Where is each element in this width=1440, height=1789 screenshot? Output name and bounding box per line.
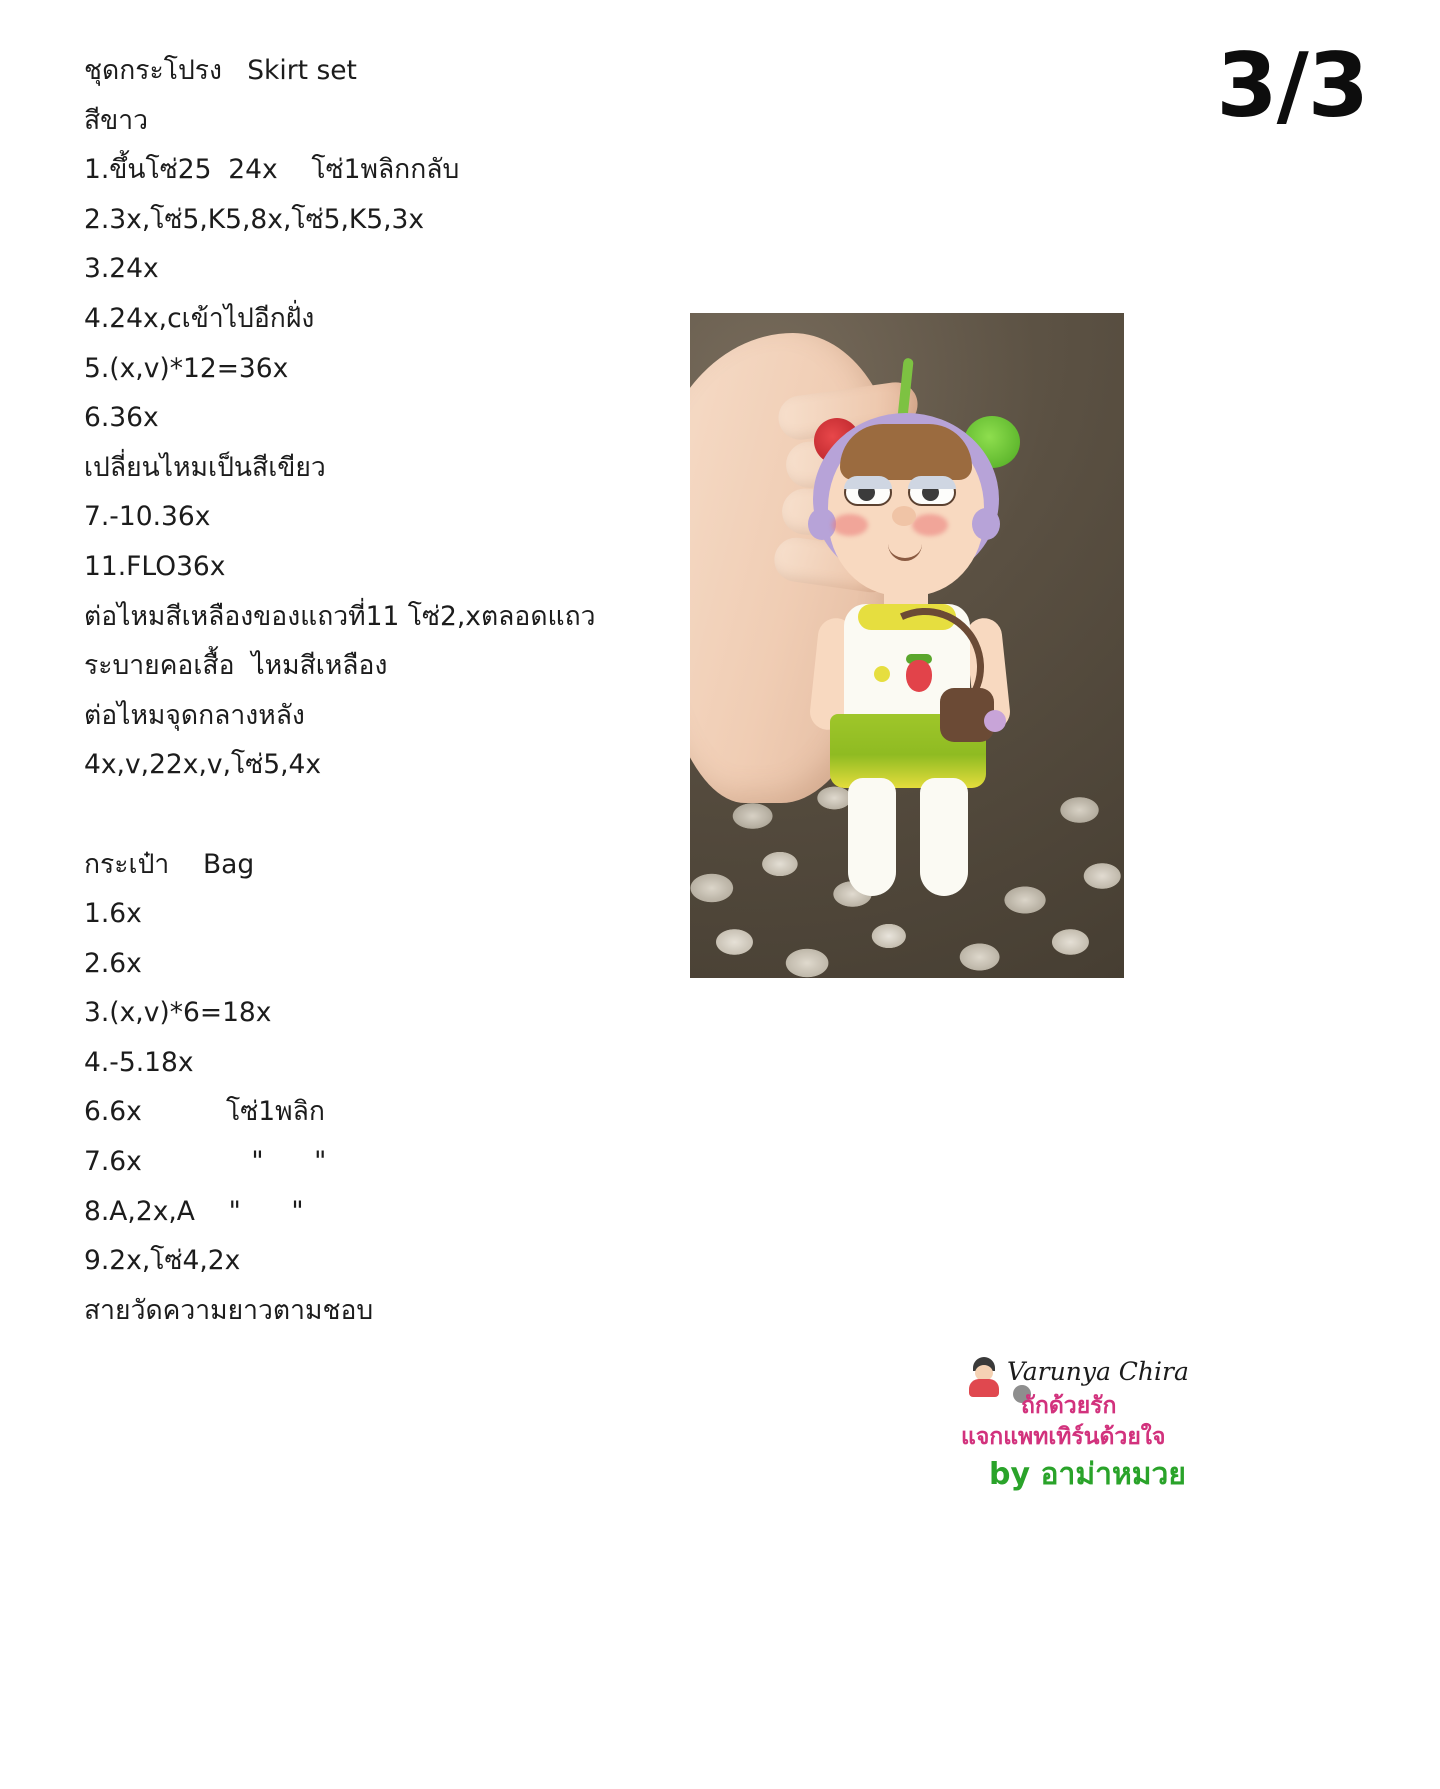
pattern-line: 2.3x,โซ่5,K5,8x,โซ่5,K5,3x xyxy=(84,203,425,235)
logo-name: Varunya Chira xyxy=(1007,1357,1189,1386)
pattern-line: 1.6x xyxy=(84,898,142,930)
pattern-line: เปลี่ยนไหมเป็นสีเขียว xyxy=(84,451,326,483)
pattern-section-heading-bag: กระเป๋า Bag xyxy=(84,848,255,880)
page-number: 3/3 xyxy=(1216,34,1368,137)
pattern-line: 4.24x,cเข้าไปอีกฝั่ง xyxy=(84,302,315,334)
logo-figure-body xyxy=(969,1379,999,1397)
pattern-line: 7.-10.36x xyxy=(84,501,211,533)
doll-leg-right xyxy=(920,778,968,896)
doll-cheek-left xyxy=(832,514,868,536)
doll-eye-right xyxy=(908,476,956,506)
pattern-line: ระบายคอเสื้อ ไหมสีเหลือง xyxy=(84,650,388,682)
pattern-line: ชุดกระโปรง Skirt set xyxy=(84,55,357,86)
doll-nose xyxy=(892,506,916,526)
doll-cheek-right xyxy=(912,514,948,536)
pattern-line: 3.(x,v)*6=18x xyxy=(84,997,272,1029)
pattern-line: 5.(x,v)*12=36x xyxy=(84,352,289,384)
pattern-line: 6.36x xyxy=(84,402,159,434)
pattern-line: 2.6x xyxy=(84,947,142,979)
pattern-spacer xyxy=(84,790,724,840)
pattern-line: 9.2x,โซ่4,2x xyxy=(84,1245,241,1277)
brand-logo xyxy=(955,1355,1190,1515)
doll-eye-left xyxy=(844,476,892,506)
pattern-text-column xyxy=(84,46,724,1335)
bag-clasp xyxy=(984,710,1006,732)
doll-ear-right xyxy=(972,508,1000,540)
logo-tagline-1: ถักด้วยรัก xyxy=(1021,1393,1117,1419)
pattern-line: 4.-5.18x xyxy=(84,1046,194,1078)
pattern-line: 6.6x โซ่1พลิก xyxy=(84,1096,325,1128)
logo-figure-icon xyxy=(965,1357,1003,1397)
pattern-line: 8.A,2x,A " " xyxy=(84,1195,304,1227)
doll-bangs xyxy=(840,424,972,480)
pattern-line: 3.24x xyxy=(84,253,159,285)
logo-author: by อาม่าหมวย xyxy=(989,1457,1186,1492)
pattern-line: 11.FLO36x xyxy=(84,550,226,582)
pattern-line: 4x,v,22x,v,โซ่5,4x xyxy=(84,749,322,781)
logo-tagline-2: แจกแพทเทิร์นด้วยใจ xyxy=(961,1424,1166,1450)
doll-eyelid-right xyxy=(908,476,956,489)
doll-eyelid-left xyxy=(844,476,892,489)
crochet-doll xyxy=(788,358,1038,958)
pattern-line: สายวัดความยาวตามชอบ xyxy=(84,1294,374,1326)
pattern-line: 1.ขึ้นโซ่25 24x โซ่1พลิกกลับ xyxy=(84,154,460,186)
pattern-line: สีขาว xyxy=(84,104,149,136)
pattern-line: ต่อไหมจุดกลางหลัง xyxy=(84,699,305,731)
doll-leg-left xyxy=(848,778,896,896)
pattern-line: ต่อไหมสีเหลืองของแถวที่11 โซ่2,xตลอดแถว xyxy=(84,600,596,632)
doll-photo xyxy=(690,313,1124,978)
pattern-line: 7.6x " " xyxy=(84,1146,327,1178)
